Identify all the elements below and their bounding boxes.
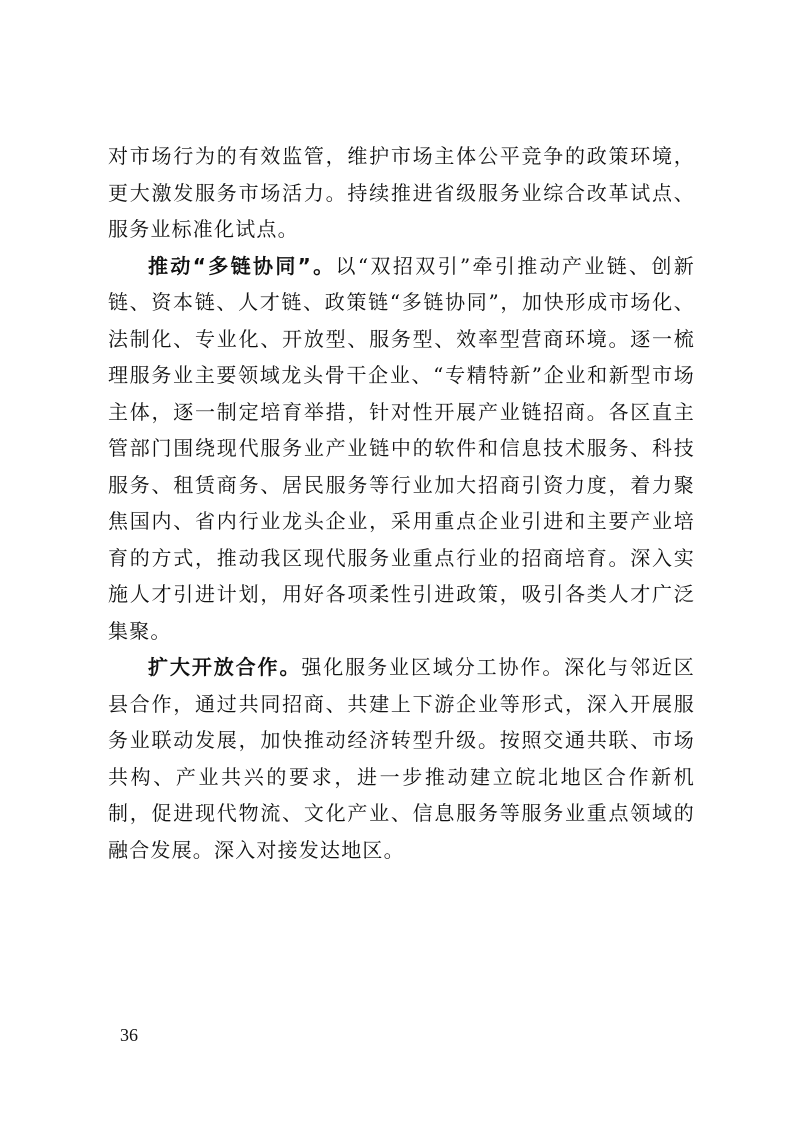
paragraph-text: 以“双招双引”牵引推动产业链、创新链、资本链、人才链、政策链“多链协同”，加快形成市场化、法制化、专业化、开放型、服务型、效率型营商环境。逐一梳理服务业主要领域龙头骨干企业、“专精特新”企业和新型市场主体，逐一制定培育举措，针对性开展产业链招商。各区直主管部门围绕现代服务业产业链中的软件和信息技术服务、科技服务、租赁商务、居民服务等行业加大招商引资力度，着力聚焦国内、省内行业龙头企业，采用重点企业引进和主要产业培育的方式，推动我区现代服务业重点行业的招商培育。深入实施人才引进计划，用好各项柔性引进政策，吸引各类人才广泛集聚。 <box>108 253 695 643</box>
paragraph-heading: 扩大开放合作。 <box>148 655 302 679</box>
page-number: 36 <box>120 1025 138 1045</box>
paragraph-text: 对市场行为的有效监管，维护市场主体公平竞争的政策环境，更大激发服务市场活力。持续推进省级服务业综合改革试点、服务业标准化试点。 <box>108 144 695 241</box>
paragraph-heading: 推动“多链协同”。 <box>148 253 336 278</box>
paragraph-multi-chain <box>108 248 695 650</box>
document-body <box>108 138 695 868</box>
paragraph-continuation <box>108 138 695 248</box>
paragraph-text: 强化服务业区域分工协作。深化与邻近区县合作，通过共同招商、共建上下游企业等形式，深入开展服务业联动发展，加快推动经济转型升级。按照交通共联、市场共构、产业共兴的要求，进一步推动建立皖北地区合作新机制，促进现代物流、文化产业、信息服务等服务业重点领域的融合发展。深入对接发达地区。 <box>108 655 695 862</box>
paragraph-open-cooperation <box>108 649 695 868</box>
